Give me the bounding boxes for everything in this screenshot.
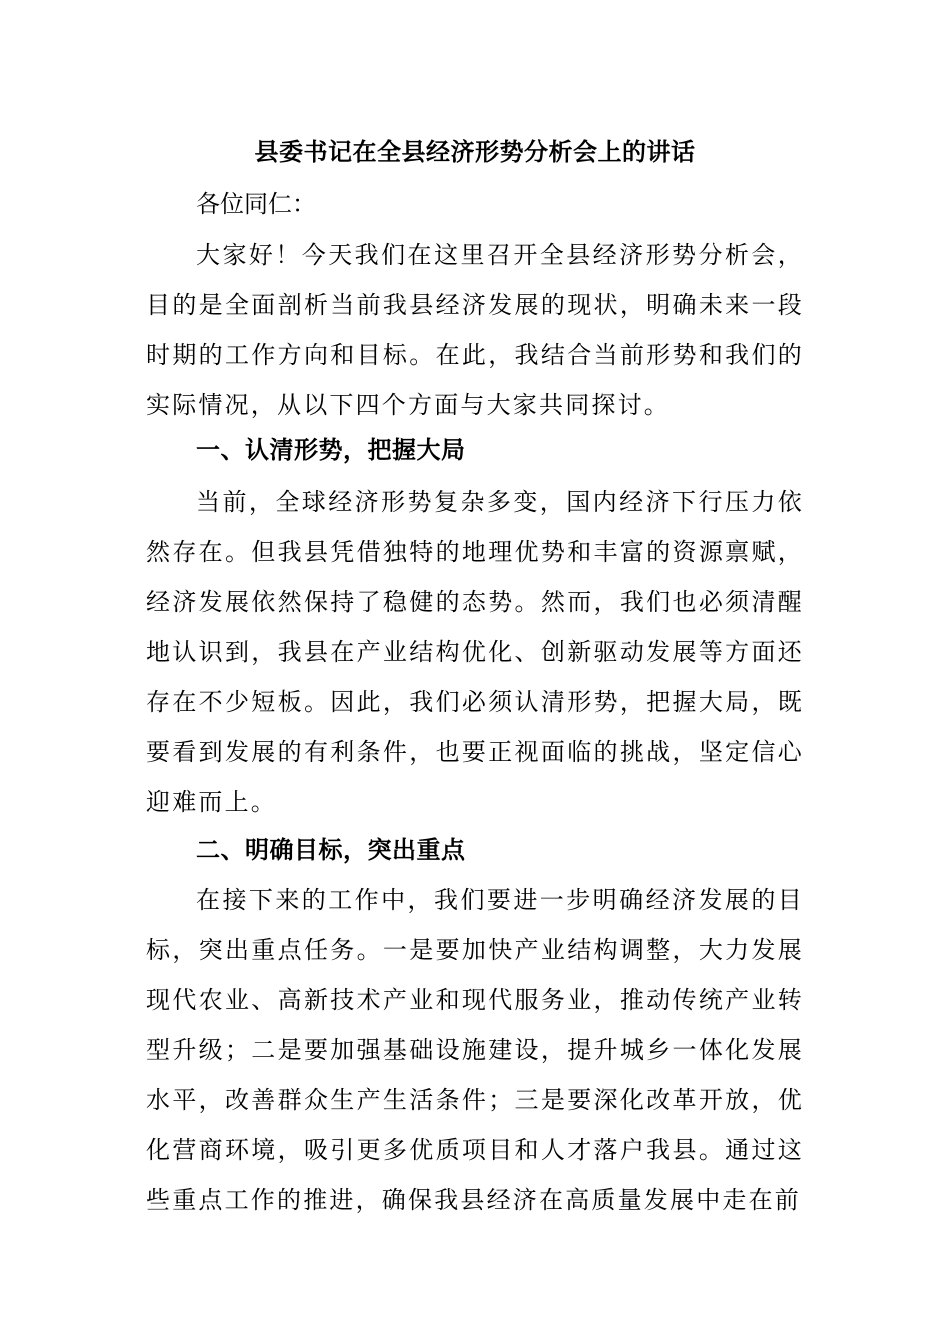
section-heading-2: 二、明确目标，突出重点 (196, 835, 466, 864)
document-title: 县委书记在全县经济形势分析会上的讲话 (254, 137, 696, 166)
paragraph-section-2: 在接下来的工作中，我们要进一步明确经济发展的目标，突出重点任务。一是要加快产业结构调整，大力发展现代农业、高新技术产业和现代服务业，推动传统产业转型升级；二是要加强基础设施建设，提升城乡一体化发展水平，改善群众生产生活条件；三是要深化改革开放，优化营商环境，吸引更多优质项目和人才落户我县。通过这些重点工作的推进，确保我县经济在高质量发展中走在前 (146, 886, 804, 1214)
section-heading-1: 一、认清形势，把握大局 (196, 435, 466, 464)
paragraph-intro: 大家好！今天我们在这里召开全县经济形势分析会，目的是全面剖析当前我县经济发展的现状，明确未来一段时期的工作方向和目标。在此，我结合当前形势和我们的实际情况，从以下四个方面与大家共同探讨。 (146, 241, 804, 419)
paragraph-section-1: 当前，全球经济形势复杂多变，国内经济下行压力依然存在。但我县凭借独特的地理优势和丰富的资源禀赋，经济发展依然保持了稳健的态势。然而，我们也必须清醒地认识到，我县在产业结构优化、创新驱动发展等方面还存在不少短板。因此，我们必须认清形势，把握大局，既要看到发展的有利条件，也要正视面临的挑战，坚定信心迎难而上。 (146, 488, 804, 816)
salutation: 各位同仁： (196, 190, 316, 218)
